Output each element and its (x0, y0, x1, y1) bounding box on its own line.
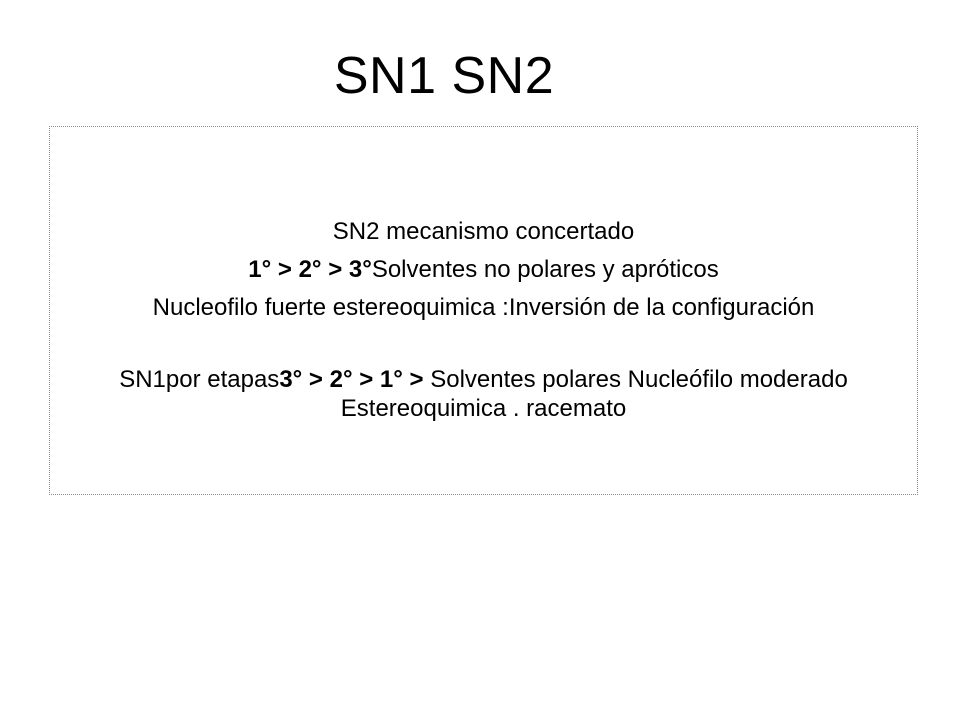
sn2-order-bold: 1° > 2° > 3° (248, 256, 372, 283)
content-body (50, 217, 917, 423)
sn2-mechanism-line: SN2 mecanismo concertado (332, 218, 635, 245)
slide-title: SN1 SN2 (333, 47, 555, 105)
sn1-order-bold: 3° > 2° > 1° > (279, 366, 424, 393)
sn1-line (50, 365, 917, 423)
content-text-box (49, 126, 918, 495)
sn1-details-text: Solventes polares Nucleófilo moderado Estereoquimica . racemato (340, 366, 848, 422)
sn2-order-line (50, 255, 917, 284)
sn1-stages-text: SN1por etapas (119, 366, 280, 393)
sn2-solvent-text: Solventes no polares y apróticos (371, 256, 719, 283)
sn2-nucleophile-line: Nucleofilo fuerte estereoquimica :Inversión de la configuración (152, 294, 815, 321)
